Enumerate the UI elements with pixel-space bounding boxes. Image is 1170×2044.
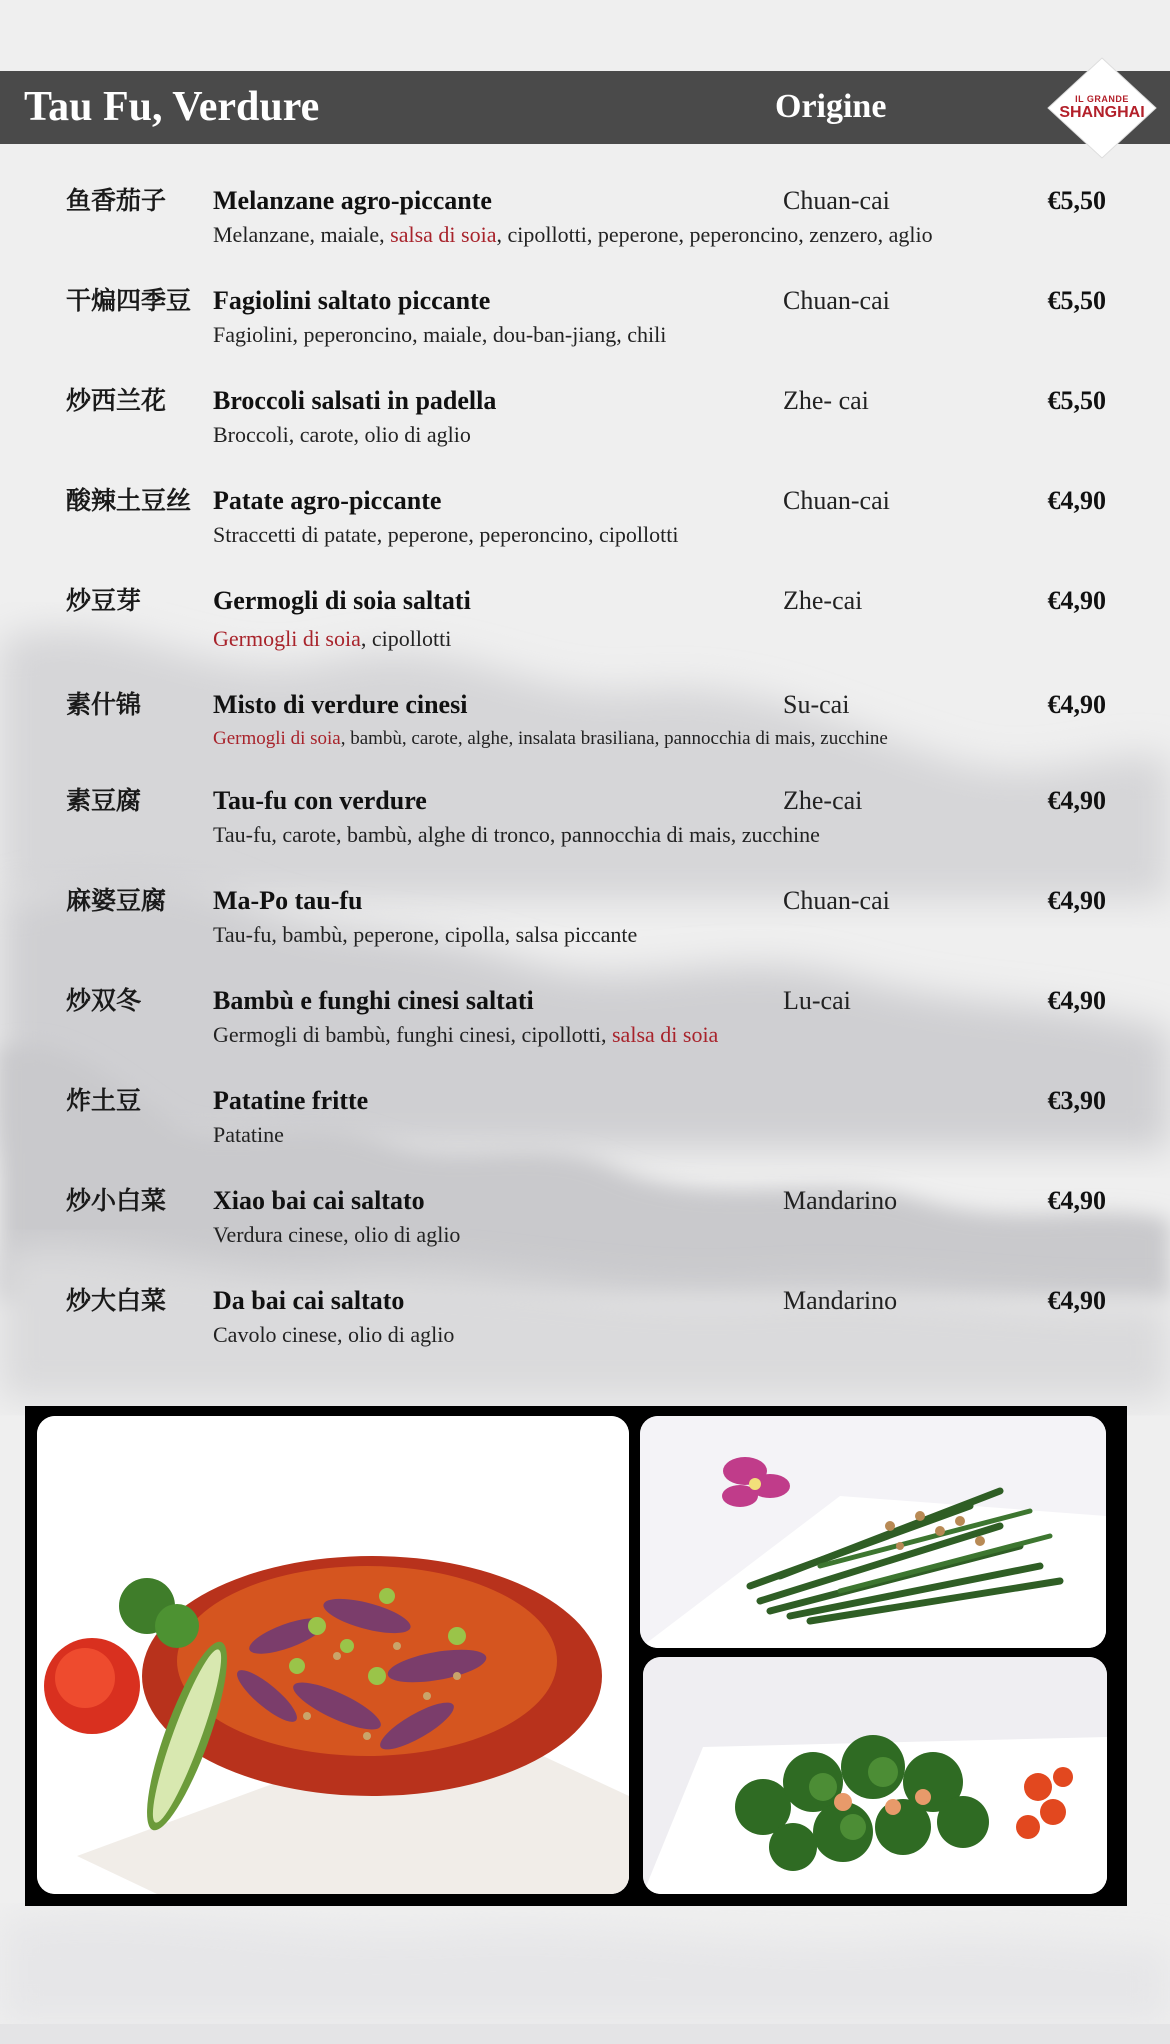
dish-description — [213, 820, 820, 850]
logo-brand-text: SHANGHAI — [1059, 104, 1145, 121]
dish-description — [213, 1320, 454, 1350]
menu-item — [0, 784, 1170, 874]
dish-name: Patatine fritte — [213, 1086, 369, 1115]
allergen-highlight: Germogli di soia — [213, 626, 361, 651]
dish-price: €4,90 — [1047, 1286, 1106, 1315]
dish-price: €4,90 — [1047, 690, 1106, 719]
dish-name: Melanzane agro-piccante — [213, 186, 492, 215]
dish-price: €4,90 — [1047, 986, 1106, 1015]
description-text: Fagiolini, peperoncino, maiale, dou-ban-jiang, chili — [213, 322, 667, 347]
green-beans-dish-photo — [640, 1416, 1106, 1648]
bottom-strip — [0, 2024, 1170, 2044]
dish-description — [213, 1120, 284, 1150]
dish-name: Broccoli salsati in padella — [213, 386, 497, 415]
dish-origin: Mandarino — [783, 1286, 898, 1315]
allergen-highlight: salsa di soia — [390, 222, 497, 247]
dish-price: €4,90 — [1047, 786, 1106, 815]
description-text: , bambù, carote, alghe, insalata brasiliana, pannocchia di mais, zucchine — [340, 728, 888, 749]
eggplant-dish-photo — [37, 1416, 629, 1894]
menu-item — [0, 984, 1170, 1074]
dish-price: €3,90 — [1047, 1086, 1106, 1115]
section-header — [0, 71, 1170, 144]
dish-description — [213, 420, 471, 450]
dish-price: €4,90 — [1047, 1186, 1106, 1215]
section-title: Tau Fu, Verdure — [24, 84, 320, 130]
dish-description — [213, 624, 451, 654]
dish-description — [213, 1020, 718, 1050]
description-text: Straccetti di patate, peperone, peperoncino, cipollotti — [213, 522, 679, 547]
menu-item — [0, 384, 1170, 474]
dish-origin: Lu-cai — [783, 986, 851, 1015]
dish-description — [213, 220, 933, 250]
dish-origin: Zhe-cai — [783, 786, 863, 815]
dish-chinese-name: 炒小白菜 — [66, 1186, 167, 1215]
description-text: Tau-fu, carote, bambù, alghe di tronco, pannocchia di mais, zucchine — [213, 822, 820, 847]
broccoli-dish-photo — [643, 1657, 1107, 1894]
dish-name: Fagiolini saltato piccante — [213, 286, 491, 315]
origin-column-label: Origine — [775, 88, 887, 125]
dish-name: Patate agro-piccante — [213, 486, 442, 515]
dish-name: Germogli di soia saltati — [213, 586, 471, 615]
dish-description — [213, 1220, 460, 1250]
dish-origin: Mandarino — [783, 1186, 898, 1215]
dish-price: €4,90 — [1047, 886, 1106, 915]
dish-chinese-name: 鱼香茄子 — [66, 186, 167, 215]
dish-name: Ma-Po tau-fu — [213, 886, 363, 915]
dish-name: Tau-fu con verdure — [213, 786, 427, 815]
dish-name: Bambù e funghi cinesi saltati — [213, 986, 534, 1015]
dish-chinese-name: 炒大白菜 — [66, 1286, 167, 1315]
dish-chinese-name: 素什锦 — [66, 690, 142, 719]
dish-chinese-name: 炒双冬 — [66, 986, 142, 1015]
menu-item — [0, 584, 1170, 674]
menu-item — [0, 688, 1170, 778]
dish-description — [213, 320, 666, 350]
dish-chinese-name: 炸土豆 — [66, 1086, 142, 1115]
dish-price: €5,50 — [1047, 386, 1106, 415]
dish-price: €5,50 — [1047, 286, 1106, 315]
logo-small-text: IL GRANDE — [1075, 94, 1129, 104]
dish-origin: Zhe- cai — [783, 386, 869, 415]
menu-item — [0, 884, 1170, 974]
description-text: Verdura cinese, olio di aglio — [213, 1222, 461, 1247]
restaurant-logo — [1046, 56, 1158, 160]
menu-item — [0, 1084, 1170, 1174]
dish-price: €4,90 — [1047, 586, 1106, 615]
dish-name: Misto di verdure cinesi — [213, 690, 468, 719]
description-text: , cipollotti — [360, 626, 452, 651]
dish-chinese-name: 干煸四季豆 — [66, 286, 192, 315]
description-text: Patatine — [213, 1122, 284, 1147]
dish-price: €5,50 — [1047, 186, 1106, 215]
dish-origin: Chuan-cai — [783, 886, 890, 915]
photo-panel — [25, 1406, 1127, 1906]
dish-description — [213, 520, 679, 550]
menu-item — [0, 484, 1170, 574]
menu-item — [0, 284, 1170, 374]
allergen-highlight: salsa di soia — [612, 1022, 719, 1047]
dish-name: Da bai cai saltato — [213, 1286, 405, 1315]
menu-item — [0, 1184, 1170, 1274]
dish-price: €4,90 — [1047, 486, 1106, 515]
dish-origin: Su-cai — [783, 690, 850, 719]
dish-origin: Chuan-cai — [783, 486, 890, 515]
dish-origin: Chuan-cai — [783, 186, 890, 215]
dish-chinese-name: 炒西兰花 — [66, 386, 167, 415]
dish-name: Xiao bai cai saltato — [213, 1186, 425, 1215]
description-text: Broccoli, carote, olio di aglio — [213, 422, 471, 447]
dish-origin: Zhe-cai — [783, 586, 863, 615]
description-text: , cipollotti, peperone, peperoncino, zenzero, aglio — [496, 222, 933, 247]
description-text: Cavolo cinese, olio di aglio — [213, 1322, 455, 1347]
dish-chinese-name: 酸辣土豆丝 — [66, 486, 192, 515]
dish-description — [213, 724, 888, 754]
menu-item — [0, 184, 1170, 274]
dish-description — [213, 920, 637, 950]
dish-chinese-name: 素豆腐 — [66, 786, 142, 815]
description-text: Melanzane, maiale, — [213, 222, 391, 247]
dish-chinese-name: 炒豆芽 — [66, 586, 142, 615]
menu-item — [0, 1284, 1170, 1374]
allergen-highlight: Germogli di soia — [213, 728, 341, 749]
description-text: Germogli di bambù, funghi cinesi, cipollotti, — [213, 1022, 612, 1047]
description-text: Tau-fu, bambù, peperone, cipolla, salsa piccante — [213, 922, 638, 947]
dish-origin: Chuan-cai — [783, 286, 890, 315]
dish-chinese-name: 麻婆豆腐 — [66, 886, 167, 915]
